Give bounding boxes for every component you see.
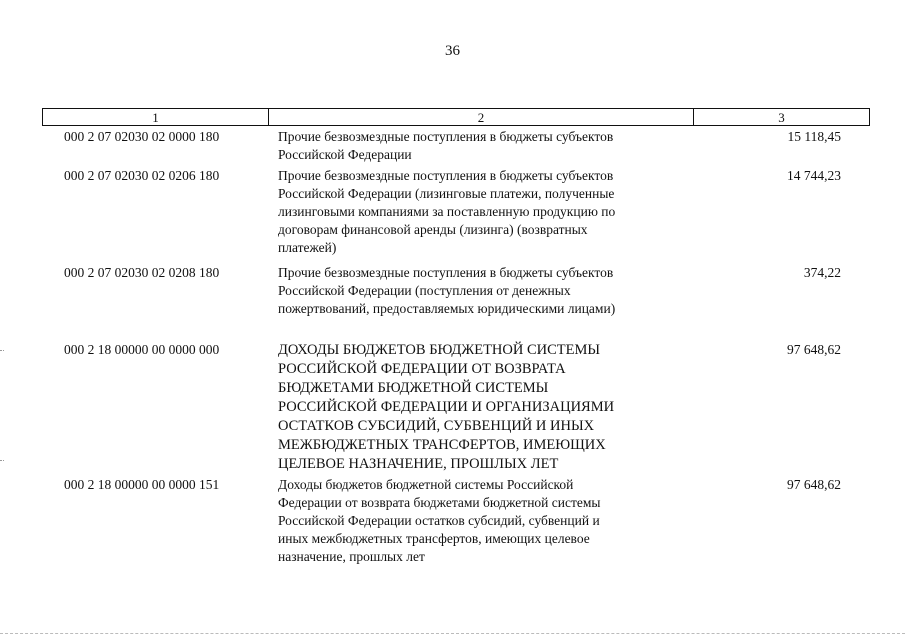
description-line: иных межбюджетных трансфертов, имеющих целевое	[278, 531, 590, 546]
row-amount: 15 118,45	[787, 129, 841, 144]
row-code: 000 2 07 02030 02 0000 180	[64, 129, 220, 144]
description-line: лизинговыми компаниями за поставленную продукцию по	[278, 204, 616, 219]
description-line: ЦЕЛЕВОЕ НАЗНАЧЕНИЕ, ПРОШЛЫХ ЛЕТ	[278, 456, 559, 472]
scan-edge-mark	[0, 350, 4, 351]
description-line: договорам финансовой аренды (лизинга) (возвратных	[278, 222, 588, 237]
description-line: Доходы бюджетов бюджетной системы Российской	[278, 477, 574, 492]
row-code: 000 2 07 02030 02 0208 180	[64, 265, 220, 280]
description-line: ОСТАТКОВ СУБСИДИЙ, СУБВЕНЦИЙ И ИНЫХ	[278, 418, 595, 434]
description-line: Российской Федерации (поступления от денежных	[278, 283, 571, 298]
table-header	[42, 108, 870, 126]
description-line: Прочие безвозмездные поступления в бюджеты субъектов	[278, 129, 614, 144]
column-header-3: 3	[693, 109, 869, 125]
description-line: РОССИЙСКОЙ ФЕДЕРАЦИИ И ОРГАНИЗАЦИЯМИ	[278, 399, 615, 415]
description-line: РОССИЙСКОЙ ФЕДЕРАЦИИ ОТ ВОЗВРАТА	[278, 361, 566, 377]
row-description	[278, 341, 658, 474]
column-header-1: 1	[152, 110, 159, 125]
row-description	[278, 264, 678, 318]
description-line: БЮДЖЕТАМИ БЮДЖЕТНОЙ СИСТЕМЫ	[278, 380, 549, 396]
row-description	[278, 167, 678, 257]
row-code: 000 2 18 00000 00 0000 151	[64, 477, 220, 492]
row-amount: 97 648,62	[787, 342, 841, 357]
description-line: Федерации от возврата бюджетами бюджетной системы	[278, 495, 601, 510]
description-line: пожертвований, предоставляемых юридическими лицами)	[278, 301, 616, 316]
description-line: ДОХОДЫ БЮДЖЕТОВ БЮДЖЕТНОЙ СИСТЕМЫ	[278, 342, 601, 358]
description-line: платежей)	[278, 240, 337, 255]
page-number: 36	[445, 43, 460, 59]
description-line: назначение, прошлых лет	[278, 549, 425, 564]
row-amount: 14 744,23	[787, 168, 841, 183]
scan-edge-mark	[0, 460, 4, 461]
description-line: Российской Федерации остатков субсидий, субвенций и	[278, 513, 600, 528]
row-amount: 374,22	[803, 265, 841, 280]
row-amount: 97 648,62	[787, 477, 841, 492]
description-line: Российской Федерации	[278, 147, 412, 162]
row-description	[278, 128, 678, 164]
row-code: 000 2 18 00000 00 0000 000	[64, 342, 220, 357]
description-line: Российской Федерации (лизинговые платежи, полученные	[278, 186, 615, 201]
description-line: Прочие безвозмездные поступления в бюджеты субъектов	[278, 168, 614, 183]
column-header-2: 2	[268, 109, 693, 125]
row-description	[278, 476, 678, 566]
description-line: Прочие безвозмездные поступления в бюджеты субъектов	[278, 265, 614, 280]
description-line: МЕЖБЮДЖЕТНЫХ ТРАНСФЕРТОВ, ИМЕЮЩИХ	[278, 437, 606, 453]
scan-bottom-edge	[0, 633, 905, 634]
row-code: 000 2 07 02030 02 0206 180	[64, 168, 220, 183]
